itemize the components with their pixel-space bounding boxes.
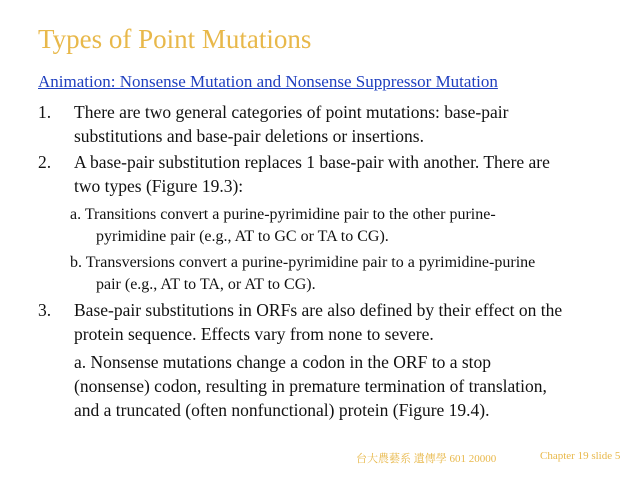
item-text-line: There are two general categories of point mutations: base-pair (74, 102, 509, 122)
slide-title: Types of Point Mutations (38, 24, 312, 54)
item-number: 2. (38, 152, 52, 172)
paragraph-line: and a truncated (often nonfunctional) protein (Figure 19.4). (74, 400, 490, 420)
sub-item-line: a. Transitions convert a purine-pyrimidine pair to the other purine- (70, 206, 496, 223)
sub-item-line: b. Transversions convert a purine-pyrimidine pair to a pyrimidine-purine (70, 254, 536, 271)
footer-slide-number: Chapter 19 slide 5 (540, 450, 621, 462)
footer-course: 台大農藝系 遺傳學 601 20000 (356, 453, 497, 465)
paragraph-line: a. Nonsense mutations change a codon in the ORF to a stop (74, 352, 492, 372)
sub-item-transversions (70, 252, 535, 296)
item-text-line: two types (Figure 19.3): (74, 176, 244, 196)
sub-item-transitions (70, 204, 496, 248)
item-text-line: protein sequence. Effects vary from none to severe. (74, 324, 434, 344)
item-text-line: Base-pair substitutions in ORFs are also defined by their effect on the (74, 300, 563, 320)
item-number: 3. (38, 300, 52, 320)
sub-item-line: pyrimidine pair (e.g., AT to GC or TA to CG). (96, 228, 389, 245)
animation-link[interactable]: Animation: Nonsense Mutation and Nonsense Suppressor Mutation (38, 72, 498, 91)
paragraph-line: (nonsense) codon, resulting in premature termination of translation, (74, 376, 547, 396)
item-text-line: substitutions and base-pair deletions or insertions. (74, 126, 424, 146)
item-number: 1. (38, 102, 52, 122)
item-text-line: A base-pair substitution replaces 1 base-pair with another. There are (74, 152, 550, 172)
nonsense-mutation-paragraph (74, 350, 547, 422)
sub-item-line: pair (e.g., AT to TA, or AT to CG). (96, 276, 316, 293)
